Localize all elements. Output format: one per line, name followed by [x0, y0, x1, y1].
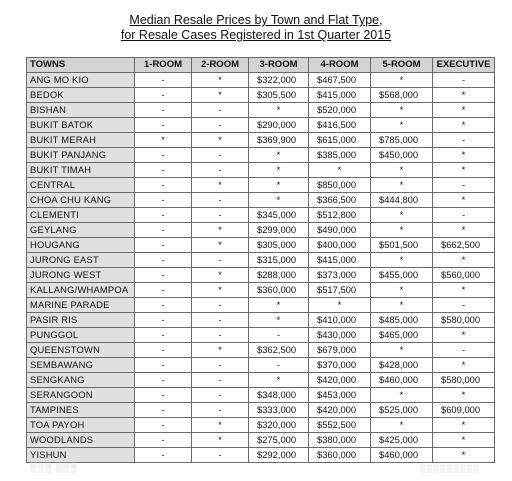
cell-1-room: -: [135, 178, 192, 193]
cell-4-room: $370,000: [309, 358, 371, 373]
cell-3-room: *: [249, 163, 309, 178]
cell-1-room: -: [135, 208, 192, 223]
cell-1-room: -: [135, 163, 192, 178]
cell-town: WOODLANDS: [27, 433, 135, 448]
table-row: [27, 103, 495, 118]
cell-4-room: $453,000: [309, 388, 371, 403]
cell-executive: *: [433, 88, 495, 103]
table-row: [27, 163, 495, 178]
table-row: [27, 418, 495, 433]
cell-executive: -: [433, 298, 495, 313]
cell-4-room: $373,000: [309, 268, 371, 283]
cell-3-room: *: [249, 373, 309, 388]
cell-3-room: $348,000: [249, 388, 309, 403]
cell-5-room: $460,000: [371, 373, 433, 388]
cell-5-room: *: [371, 118, 433, 133]
cell-2-room: *: [192, 238, 249, 253]
cell-2-room: -: [192, 118, 249, 133]
cell-town: QUEENSTOWN: [27, 343, 135, 358]
table-row: [27, 448, 495, 463]
cell-1-room: -: [135, 448, 192, 463]
cell-2-room: -: [192, 358, 249, 373]
cell-1-room: -: [135, 238, 192, 253]
cell-3-room: $299,000: [249, 223, 309, 238]
cell-1-room: -: [135, 253, 192, 268]
cell-3-room: $322,000: [249, 73, 309, 88]
table-row: [27, 238, 495, 253]
cell-3-room: $290,000: [249, 118, 309, 133]
cell-5-room: $425,000: [371, 433, 433, 448]
cell-town: PASIR RIS: [27, 313, 135, 328]
cell-5-room: $485,000: [371, 313, 433, 328]
cell-town: SENGKANG: [27, 373, 135, 388]
table-header: [27, 58, 495, 73]
cell-1-room: -: [135, 223, 192, 238]
cell-3-room: $288,000: [249, 268, 309, 283]
table-row: [27, 178, 495, 193]
cell-4-room: $420,000: [309, 373, 371, 388]
cell-2-room: -: [192, 373, 249, 388]
cell-4-room: $517,500: [309, 283, 371, 298]
cell-2-room: -: [192, 298, 249, 313]
cell-town: TAMPINES: [27, 403, 135, 418]
cell-1-room: -: [135, 388, 192, 403]
table-row: [27, 73, 495, 88]
table-row: [27, 268, 495, 283]
cell-1-room: -: [135, 373, 192, 388]
cell-2-room: -: [192, 313, 249, 328]
cell-1-room: -: [135, 73, 192, 88]
cell-town: BISHAN: [27, 103, 135, 118]
cell-2-room: -: [192, 403, 249, 418]
column-header-towns: TOWNS: [27, 58, 135, 73]
cell-4-room: $552,500: [309, 418, 371, 433]
cell-2-room: *: [192, 418, 249, 433]
cell-executive: *: [433, 253, 495, 268]
header-row: [27, 58, 495, 73]
cell-3-room: $333,000: [249, 403, 309, 418]
table-row: [27, 283, 495, 298]
table-row: [27, 223, 495, 238]
cell-2-room: *: [192, 283, 249, 298]
cell-5-room: $568,000: [371, 88, 433, 103]
cell-executive: -: [433, 73, 495, 88]
cell-town: BUKIT MERAH: [27, 133, 135, 148]
table-row: [27, 343, 495, 358]
table-row: [27, 388, 495, 403]
table-row: [27, 88, 495, 103]
cell-3-room: $275,000: [249, 433, 309, 448]
cell-3-room: *: [249, 313, 309, 328]
cell-executive: *: [433, 418, 495, 433]
cell-2-room: -: [192, 448, 249, 463]
cell-5-room: *: [371, 73, 433, 88]
cell-town: CENTRAL: [27, 178, 135, 193]
cell-4-room: $385,000: [309, 148, 371, 163]
cell-2-room: -: [192, 193, 249, 208]
cell-town: HOUGANG: [27, 238, 135, 253]
cell-1-room: -: [135, 343, 192, 358]
cell-2-room: -: [192, 328, 249, 343]
cell-executive: $560,000: [433, 268, 495, 283]
cell-4-room: $400,000: [309, 238, 371, 253]
cell-town: BUKIT BATOK: [27, 118, 135, 133]
column-header-5-room: 5-ROOM: [371, 58, 433, 73]
cell-executive: *: [433, 433, 495, 448]
cell-3-room: $305,500: [249, 88, 309, 103]
cell-executive: -: [433, 178, 495, 193]
watermark-mark: ▒▒▒ ▒▒▒: [30, 462, 78, 472]
cell-5-room: *: [371, 418, 433, 433]
cell-5-room: *: [371, 388, 433, 403]
table-row: [27, 118, 495, 133]
table-row: [27, 148, 495, 163]
cell-4-room: $415,000: [309, 88, 371, 103]
cell-2-room: *: [192, 73, 249, 88]
cell-executive: $580,000: [433, 313, 495, 328]
table-row: [27, 433, 495, 448]
cell-2-room: -: [192, 253, 249, 268]
cell-3-room: -: [249, 358, 309, 373]
cell-5-room: *: [371, 208, 433, 223]
cell-4-room: $850,000: [309, 178, 371, 193]
cell-3-room: *: [249, 193, 309, 208]
cell-town: BUKIT PANJANG: [27, 148, 135, 163]
table-row: [27, 403, 495, 418]
cell-4-room: $512,800: [309, 208, 371, 223]
cell-executive: $609,000: [433, 403, 495, 418]
cell-2-room: *: [192, 223, 249, 238]
table-title: Median Resale Prices by Town and Flat Type,: [129, 13, 383, 27]
cell-5-room: *: [371, 283, 433, 298]
cell-2-room: -: [192, 163, 249, 178]
cell-4-room: $410,000: [309, 313, 371, 328]
cell-executive: *: [433, 223, 495, 238]
cell-3-room: *: [249, 103, 309, 118]
cell-5-room: *: [371, 298, 433, 313]
table-row: [27, 193, 495, 208]
cell-5-room: *: [371, 163, 433, 178]
cell-town: PUNGGOL: [27, 328, 135, 343]
cell-executive: *: [433, 163, 495, 178]
cell-1-room: -: [135, 403, 192, 418]
cell-1-room: -: [135, 418, 192, 433]
cell-executive: -: [433, 133, 495, 148]
cell-3-room: $369,900: [249, 133, 309, 148]
cell-4-room: $467,500: [309, 73, 371, 88]
cell-2-room: *: [192, 268, 249, 283]
cell-executive: *: [433, 358, 495, 373]
cell-executive: *: [433, 103, 495, 118]
table-row: [27, 313, 495, 328]
cell-executive: $580,000: [433, 373, 495, 388]
cell-2-room: -: [192, 388, 249, 403]
table-row: [27, 298, 495, 313]
cell-4-room: *: [309, 163, 371, 178]
cell-5-room: $444,800: [371, 193, 433, 208]
cell-4-room: $360,000: [309, 448, 371, 463]
cell-1-room: -: [135, 103, 192, 118]
cell-5-room: $525,000: [371, 403, 433, 418]
cell-1-room: *: [135, 133, 192, 148]
cell-2-room: *: [192, 343, 249, 358]
table-row: [27, 208, 495, 223]
cell-1-room: -: [135, 193, 192, 208]
cell-5-room: $455,000: [371, 268, 433, 283]
cell-executive: -: [433, 343, 495, 358]
cell-3-room: -: [249, 328, 309, 343]
cell-1-room: -: [135, 268, 192, 283]
cell-4-room: $615,000: [309, 133, 371, 148]
cell-1-room: -: [135, 148, 192, 163]
cell-2-room: -: [192, 148, 249, 163]
cell-1-room: -: [135, 118, 192, 133]
table-row: [27, 373, 495, 388]
cell-5-room: $450,000: [371, 148, 433, 163]
cell-5-room: $428,000: [371, 358, 433, 373]
cell-5-room: $785,000: [371, 133, 433, 148]
column-header-2-room: 2-ROOM: [192, 58, 249, 73]
table-row: [27, 328, 495, 343]
table-row: [27, 253, 495, 268]
column-header-1-room: 1-ROOM: [135, 58, 192, 73]
cell-4-room: $380,000: [309, 433, 371, 448]
cell-1-room: -: [135, 88, 192, 103]
column-header-3-room: 3-ROOM: [249, 58, 309, 73]
cell-3-room: $345,000: [249, 208, 309, 223]
cell-town: CLEMENTI: [27, 208, 135, 223]
cell-4-room: $416,500: [309, 118, 371, 133]
resale-price-table: [26, 57, 495, 463]
cell-5-room: $501,500: [371, 238, 433, 253]
cell-4-room: $415,000: [309, 253, 371, 268]
cell-1-room: -: [135, 328, 192, 343]
cell-5-room: $465,000: [371, 328, 433, 343]
cell-3-room: $320,000: [249, 418, 309, 433]
cell-1-room: -: [135, 313, 192, 328]
cell-2-room: *: [192, 178, 249, 193]
cell-town: BEDOK: [27, 88, 135, 103]
cell-executive: *: [433, 148, 495, 163]
table-row: [27, 358, 495, 373]
cell-3-room: $292,000: [249, 448, 309, 463]
table-body: [27, 73, 495, 463]
cell-4-room: *: [309, 298, 371, 313]
cell-town: KALLANG/WHAMPOA: [27, 283, 135, 298]
cell-town: MARINE PARADE: [27, 298, 135, 313]
cell-executive: *: [433, 448, 495, 463]
column-header-4-room: 4-ROOM: [309, 58, 371, 73]
column-header-executive: EXECUTIVE: [433, 58, 495, 73]
cell-1-room: -: [135, 433, 192, 448]
cell-4-room: $430,000: [309, 328, 371, 343]
cell-5-room: *: [371, 253, 433, 268]
cell-3-room: *: [249, 148, 309, 163]
cell-2-room: *: [192, 88, 249, 103]
cell-town: YISHUN: [27, 448, 135, 463]
cell-3-room: $305,000: [249, 238, 309, 253]
cell-executive: *: [433, 388, 495, 403]
cell-executive: *: [433, 283, 495, 298]
cell-executive: *: [433, 193, 495, 208]
cell-2-room: *: [192, 133, 249, 148]
cell-town: CHOA CHU KANG: [27, 193, 135, 208]
cell-3-room: *: [249, 298, 309, 313]
cell-1-room: -: [135, 283, 192, 298]
cell-town: ANG MO KIO: [27, 73, 135, 88]
cell-executive: *: [433, 328, 495, 343]
cell-5-room: *: [371, 343, 433, 358]
cell-2-room: -: [192, 208, 249, 223]
cell-town: TOA PAYOH: [27, 418, 135, 433]
cell-4-room: $679,000: [309, 343, 371, 358]
cell-5-room: *: [371, 178, 433, 193]
cell-3-room: $315,000: [249, 253, 309, 268]
cell-3-room: *: [249, 178, 309, 193]
cell-town: SEMBAWANG: [27, 358, 135, 373]
cell-town: JURONG EAST: [27, 253, 135, 268]
cell-3-room: $362,500: [249, 343, 309, 358]
cell-town: SERANGOON: [27, 388, 135, 403]
cell-4-room: $490,000: [309, 223, 371, 238]
cell-2-room: -: [192, 103, 249, 118]
cell-town: JURONG WEST: [27, 268, 135, 283]
cell-1-room: -: [135, 358, 192, 373]
cell-4-room: $366,500: [309, 193, 371, 208]
cell-town: GEYLANG: [27, 223, 135, 238]
cell-5-room: *: [371, 223, 433, 238]
cell-5-room: *: [371, 103, 433, 118]
cell-executive: $662,500: [433, 238, 495, 253]
cell-5-room: $460,000: [371, 448, 433, 463]
cell-executive: *: [433, 118, 495, 133]
cell-town: BUKIT TIMAH: [27, 163, 135, 178]
cell-1-room: -: [135, 298, 192, 313]
table-subtitle: for Resale Cases Registered in 1st Quarter 2015: [120, 28, 392, 42]
watermark-mark-right: ▒▒▒▒▒▒▒▒▒: [420, 464, 481, 473]
table-row: [27, 133, 495, 148]
cell-4-room: $520,000: [309, 103, 371, 118]
cell-3-room: $360,000: [249, 283, 309, 298]
cell-4-room: $420,000: [309, 403, 371, 418]
cell-executive: -: [433, 208, 495, 223]
cell-2-room: *: [192, 433, 249, 448]
